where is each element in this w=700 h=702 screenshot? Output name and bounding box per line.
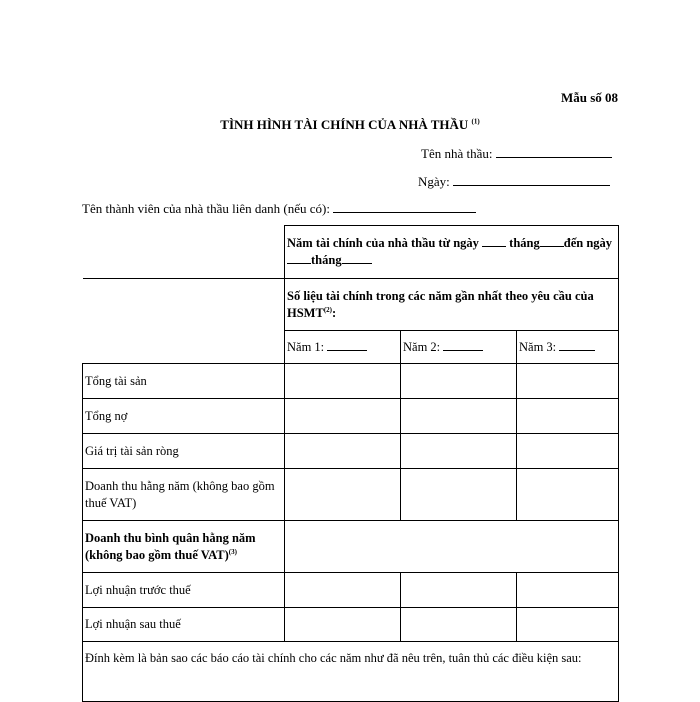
fiscal-den-label: đến <box>563 236 584 250</box>
member-blank[interactable] <box>333 200 476 213</box>
row-label-profit-after-tax: Lợi nhuận sau thuế <box>83 608 285 642</box>
row-label-profit-before-tax: Lợi nhuận trước thuế <box>83 573 285 608</box>
financial-data-header-text: Số liệu tài chính trong các năm gần nhất theo yêu cầu của HSMT <box>287 288 594 320</box>
value-cell[interactable] <box>517 608 619 642</box>
value-cell[interactable] <box>285 434 401 469</box>
fiscal-end-month-blank[interactable] <box>342 252 372 264</box>
year-2-blank[interactable] <box>443 339 483 351</box>
financial-data-footnote: (2) <box>323 305 332 314</box>
contractor-name-label: Tên nhà thầu: <box>421 146 493 161</box>
table-row <box>83 608 619 642</box>
fiscal-year-text: Năm tài chính của nhà thầu từ ngày <box>287 236 479 250</box>
fiscal-start-month-blank[interactable] <box>540 235 564 247</box>
member-label: Tên thành viên của nhà thầu liên danh (nếu có): <box>82 201 330 216</box>
year-3-blank[interactable] <box>559 339 595 351</box>
value-cell[interactable] <box>285 608 401 642</box>
fiscal-day-label: ngày <box>586 236 613 250</box>
row-label-average-revenue <box>83 521 285 573</box>
fiscal-end-day-blank[interactable] <box>287 252 311 264</box>
table-row <box>83 434 619 469</box>
value-cell[interactable] <box>285 573 401 608</box>
financial-data-header-cell <box>285 279 619 331</box>
contractor-name-row <box>421 145 612 162</box>
average-revenue-footnote: (3) <box>228 547 237 556</box>
years-row <box>83 331 619 364</box>
member-row <box>82 200 476 217</box>
row-label-net-worth: Giá trị tài sản ròng <box>83 434 285 469</box>
year-1-cell <box>285 331 401 364</box>
date-label: Ngày: <box>418 174 450 189</box>
value-cell[interactable] <box>401 469 517 521</box>
value-cell[interactable] <box>285 364 401 399</box>
value-cell[interactable] <box>285 469 401 521</box>
year-3-label: Năm 3: <box>519 339 557 354</box>
attachment-text: Đính kèm là bản sao các báo cáo tài chính cho các năm như đã nêu trên, tuân thủ các điều kiện sau: <box>83 642 619 702</box>
empty-corner-cell <box>83 226 285 279</box>
table-row <box>83 469 619 521</box>
date-row <box>418 173 610 190</box>
financial-table <box>82 225 619 702</box>
year-3-cell <box>517 331 619 364</box>
title-footnote: (1) <box>471 117 480 126</box>
year-2-label: Năm 2: <box>403 339 441 354</box>
row-label-annual-revenue: Doanh thu hằng năm (không bao gồm thuế VAT) <box>83 469 285 521</box>
year-1-blank[interactable] <box>327 339 367 351</box>
fiscal-month-label-1: tháng <box>509 236 540 250</box>
form-number: Mẫu số 08 <box>560 90 618 105</box>
value-cell[interactable] <box>517 573 619 608</box>
table-row <box>83 399 619 434</box>
title-text: TÌNH HÌNH TÀI CHÍNH CỦA NHÀ THẦU <box>220 117 469 132</box>
financial-data-colon: : <box>331 305 337 320</box>
empty-corner-cell-2 <box>83 279 285 331</box>
value-cell[interactable] <box>401 434 517 469</box>
attachment-row <box>83 642 619 702</box>
year-1-label: Năm 1: <box>287 339 325 354</box>
value-cell[interactable] <box>401 364 517 399</box>
value-cell[interactable] <box>517 434 619 469</box>
document-title <box>0 117 700 133</box>
table-row <box>83 521 619 573</box>
row-label-total-assets: Tổng tài sản <box>83 364 285 399</box>
value-cell[interactable] <box>401 608 517 642</box>
fiscal-start-day-blank[interactable] <box>482 235 506 247</box>
contractor-name-blank[interactable] <box>496 145 612 158</box>
value-cell[interactable] <box>517 399 619 434</box>
table-row <box>83 573 619 608</box>
value-cell[interactable] <box>285 399 401 434</box>
value-cell[interactable] <box>517 469 619 521</box>
row-label-total-liabilities: Tổng nợ <box>83 399 285 434</box>
financial-data-header-row <box>83 279 619 331</box>
date-blank[interactable] <box>453 173 610 186</box>
fiscal-year-row <box>83 226 619 279</box>
value-cell[interactable] <box>401 399 517 434</box>
fiscal-month-label-2: tháng <box>311 253 342 267</box>
empty-corner-cell-3 <box>83 331 285 364</box>
table-row <box>83 364 619 399</box>
average-revenue-text: Doanh thu bình quân hằng năm (không bao gồm thuế VAT) <box>85 530 256 562</box>
value-cell[interactable] <box>517 364 619 399</box>
year-2-cell <box>401 331 517 364</box>
average-revenue-value-cell[interactable] <box>285 521 619 573</box>
value-cell[interactable] <box>401 573 517 608</box>
fiscal-year-cell <box>285 226 619 279</box>
